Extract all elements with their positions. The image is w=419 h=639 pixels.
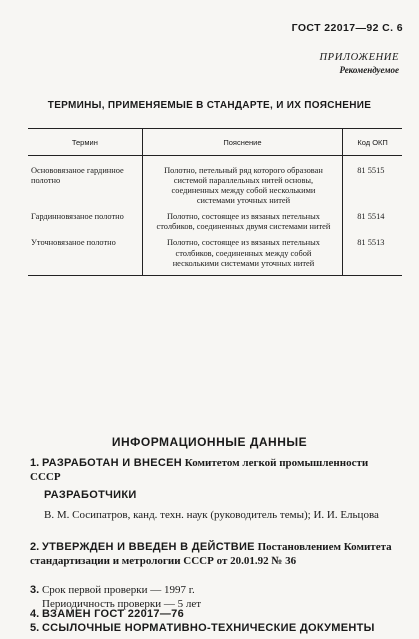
terms-table-header (28, 129, 402, 156)
info-section-title: ИНФОРМАЦИОННЫЕ ДАННЫЕ (111, 435, 308, 449)
table-row (28, 211, 402, 237)
item-number: 5. (30, 622, 40, 634)
appendix-note: Рекомендуемое (339, 65, 399, 75)
item-heading: УТВЕРЖДЕН И ВВЕДЕН В ДЕЙСТВИЕ (41, 541, 255, 553)
terms-table (28, 128, 402, 276)
explanation-cell: Полотно, состоящее из вязаных петельных столбиков, соединенных между собой несколькими системами уточных нитей (142, 237, 343, 275)
item-text: Постановлением Комитета стандартизации и метрологии СССР от 20.01.92 № 36 (30, 541, 392, 568)
item-text: Комитетом легкой промышленности СССР (30, 457, 369, 484)
info-item-5 (30, 621, 400, 635)
item-number: 4. (30, 608, 40, 620)
terms-section-title: ТЕРМИНЫ, ПРИМЕНЯЕМЫЕ В СТАНДАРТЕ, И ИХ ПОЯСНЕНИЕ (47, 100, 372, 111)
column-header-explanation: Пояснение (142, 129, 343, 156)
item-number: 2. (30, 541, 40, 553)
item-text: Срок первой проверки — 1997 г. (41, 584, 195, 596)
code-cell: 81 5513 (343, 237, 402, 275)
explanation-cell: Полотно, состоящее из вязаных петельных столбиков, соединенных двумя системами нитей (142, 211, 343, 237)
code-cell: 81 5514 (343, 211, 402, 237)
developers-list: В. М. Сосипатров, канд. техн. наук (руководитель темы); И. И. Ельцова (44, 509, 379, 521)
info-item-1 (30, 456, 400, 485)
info-item-2 (30, 540, 400, 569)
table-row (28, 237, 402, 275)
developers-heading: РАЗРАБОТЧИКИ (44, 489, 137, 501)
column-header-term: Термин (28, 129, 142, 156)
item-text: Периодичность проверки — 5 лет (42, 598, 202, 611)
item-heading: ССЫЛОЧНЫЕ НОРМАТИВНО-ТЕХНИЧЕСКИЕ ДОКУМЕНТЫ (41, 622, 375, 634)
info-item-4 (30, 607, 400, 621)
column-header-code: Код ОКП (343, 129, 402, 156)
appendix-label (320, 52, 400, 75)
term-cell: Основовязаное гардинное полотно (31, 166, 124, 186)
appendix-title: ПРИЛОЖЕНИЕ (319, 52, 399, 63)
item-number: 1. (30, 457, 40, 469)
explanation-cell: Полотно, петельный ряд которого образован системой параллельных нитей основы, соединенных между собой несколькими системами уточных нитей (142, 156, 343, 212)
term-cell: Гардинновязаное полотно (31, 212, 124, 222)
item-number: 3. (30, 584, 40, 596)
standard-reference: ГОСТ 22017—92 С. 6 (291, 22, 403, 34)
term-cell: Уточновязаное полотно (28, 237, 142, 275)
item-heading: РАЗРАБОТАН И ВНЕСЕН (41, 457, 183, 469)
table-row (28, 156, 402, 212)
item-heading: ВЗАМЕН ГОСТ 22017—76 (41, 608, 184, 620)
code-cell: 81 5515 (343, 156, 402, 212)
